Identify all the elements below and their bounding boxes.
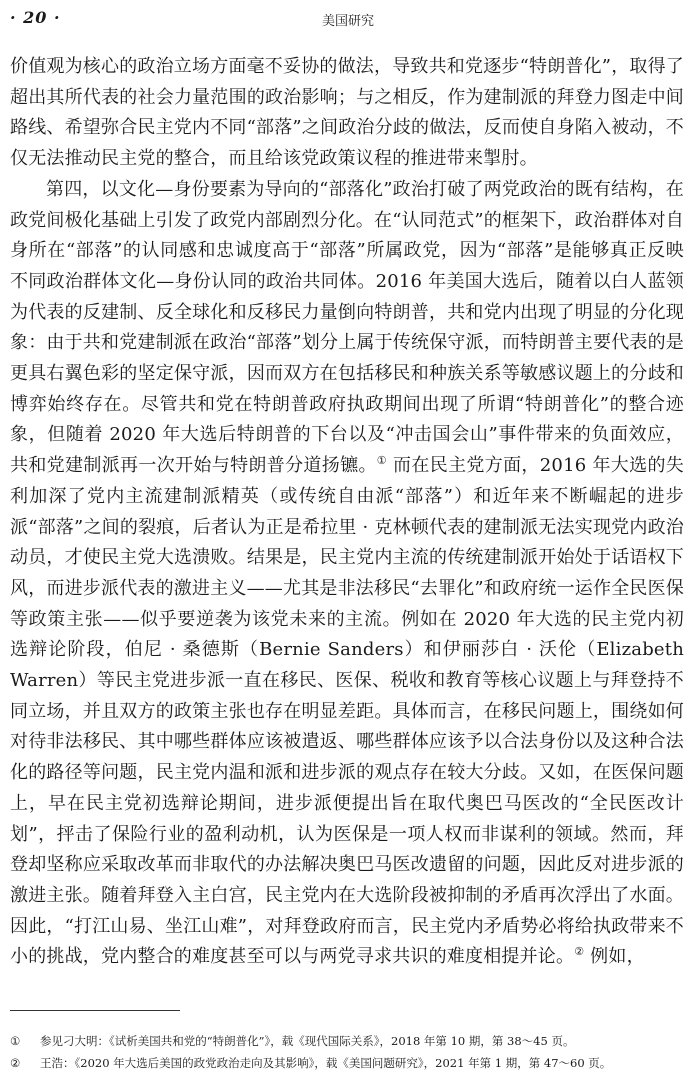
paragraph-fourth-point — [10, 175, 684, 973]
footnote-ref-2[interactable]: ② — [574, 945, 585, 959]
footnote-2 — [10, 1052, 686, 1074]
footnote-divider — [10, 1010, 180, 1011]
footnote-1-text: 参见刁大明：《试析美国共和党的“特朗普化”》，载《现代国际关系》，2018 年第 10 期，第 38～45 页。 — [40, 1034, 575, 1048]
page-header — [10, 8, 686, 32]
footnote-1 — [10, 1030, 686, 1052]
running-head: 美国研究 — [321, 14, 374, 29]
footnote-2-text: 王浩：《2020 年大选后美国的政党政治走向及其影响》，载《美国问题研究》，2021 年第 1 期，第 47～60 页。 — [40, 1056, 612, 1070]
paragraph-fourth-point-part-3: 例如， — [584, 946, 645, 968]
paragraph-fourth-point-part-2: 而在民主党方面，2016 年大选的失利加深了党内主流建制派精英（或传统自由派“部落”）和近年来不断崛起的进步派“部落”之间的裂痕，后者认为正是希拉里 · 克林顿代表的建制派无法实现党内政治动员，才使民主党大选溃败。结果是，民主党内主流的传统建制派开始处于话语权下风，而进步派代表的激进主义——尤其是非法移民“去罪化”和政府统一运作全民医保等政策主张——似乎要逆袭为该党未来的主流。例如在 2020 年大选的民主党内初选辩论阶段，伯尼 · 桑德斯（Bernie Sanders）和伊丽莎白 · 沃伦（Elizabeth Warren）等民主党进步派一直在移民、医保、税收和教育等核心议题上与拜登持不同立场，并且双方的政策主张也存在明显差距。具体而言，在移民问题上，围绕如何对待非法移民、其中哪些群体应该被遣返、哪些群体应该予以合法身份以及这种合法化的路径等问题，民主党内温和派和进步派的观点存在较大分歧。又如，在医保问题上，早在民主党初选辩论期间，进步派便提出旨在取代奥巴马医改的“全民医改计划”，抨击了保险行业的盈利动机，认为医保是一项人权而非谋利的领域。然而，拜登却坚称应采取改革而非取代的办法解决奥巴马医改遗留的问题，因此反对进步派的激进主张。随着拜登入主白宫，民主党内在大选阶段被抑制的矛盾再次浮出了水面。因此，“打江山易、坐江山难”，对拜登政府而言，民主党内矛盾势必将给执政带来不小的挑战，党内整合的难度甚至可以与两党寻求共识的难度相提并论。 — [10, 455, 685, 968]
paragraph-fourth-point-part-1: 第四，以文化—身份要素为导向的“部落化”政治打破了两党政治的既有结构，在政党间极化基础上引发了政党内部剧烈分化。在“认同范式”的框架下，政治群体对自身所在“部落”的认同感和忠诚度高于“部落”所属政党，因为“部落”是能够真正反映不同政治群体文化—身份认同的政治共同体。2016 年美国大选后，随着以白人蓝领为代表的反建制、反全球化和反移民力量倒向特朗普，共和党内出现了明显的分化现象：由于共和党建制派在政治“部落”划分上属于传统保守派，而特朗普主要代表的是更具右翼色彩的坚定保守派，因而双方在包括移民和种族关系等敏感议题上的分歧和博弈始终存在。尽管共和党在特朗普政府执政期间出现了所谓“特朗普化”的整合迹象，但随着 2020 年大选后特朗普的下台以及“冲击国会山”事件带来的负面效应，共和党建制派再一次开始与特朗普分道扬镳。 — [10, 178, 685, 477]
body-text — [10, 52, 684, 973]
footnotes — [10, 1030, 686, 1074]
footnote-1-mark: ① — [10, 1034, 21, 1048]
footnote-2-mark: ② — [10, 1056, 21, 1070]
paragraph-continued: 价值观为核心的政治立场方面毫不妥协的做法，导致共和党逐步“特朗普化”，取得了超出其所代表的社会力量范围的政治影响；与之相反，作为建制派的拜登力图走中间路线、希望弥合民主党内不同“部落”之间政治分歧的做法，反而使自身陷入被动，不仅无法推动民主党的整合，而且给该党政策议程的推进带来掣肘。 — [10, 56, 685, 170]
page-number: · 20 · — [10, 8, 61, 27]
footnote-ref-1[interactable]: ① — [376, 454, 387, 468]
